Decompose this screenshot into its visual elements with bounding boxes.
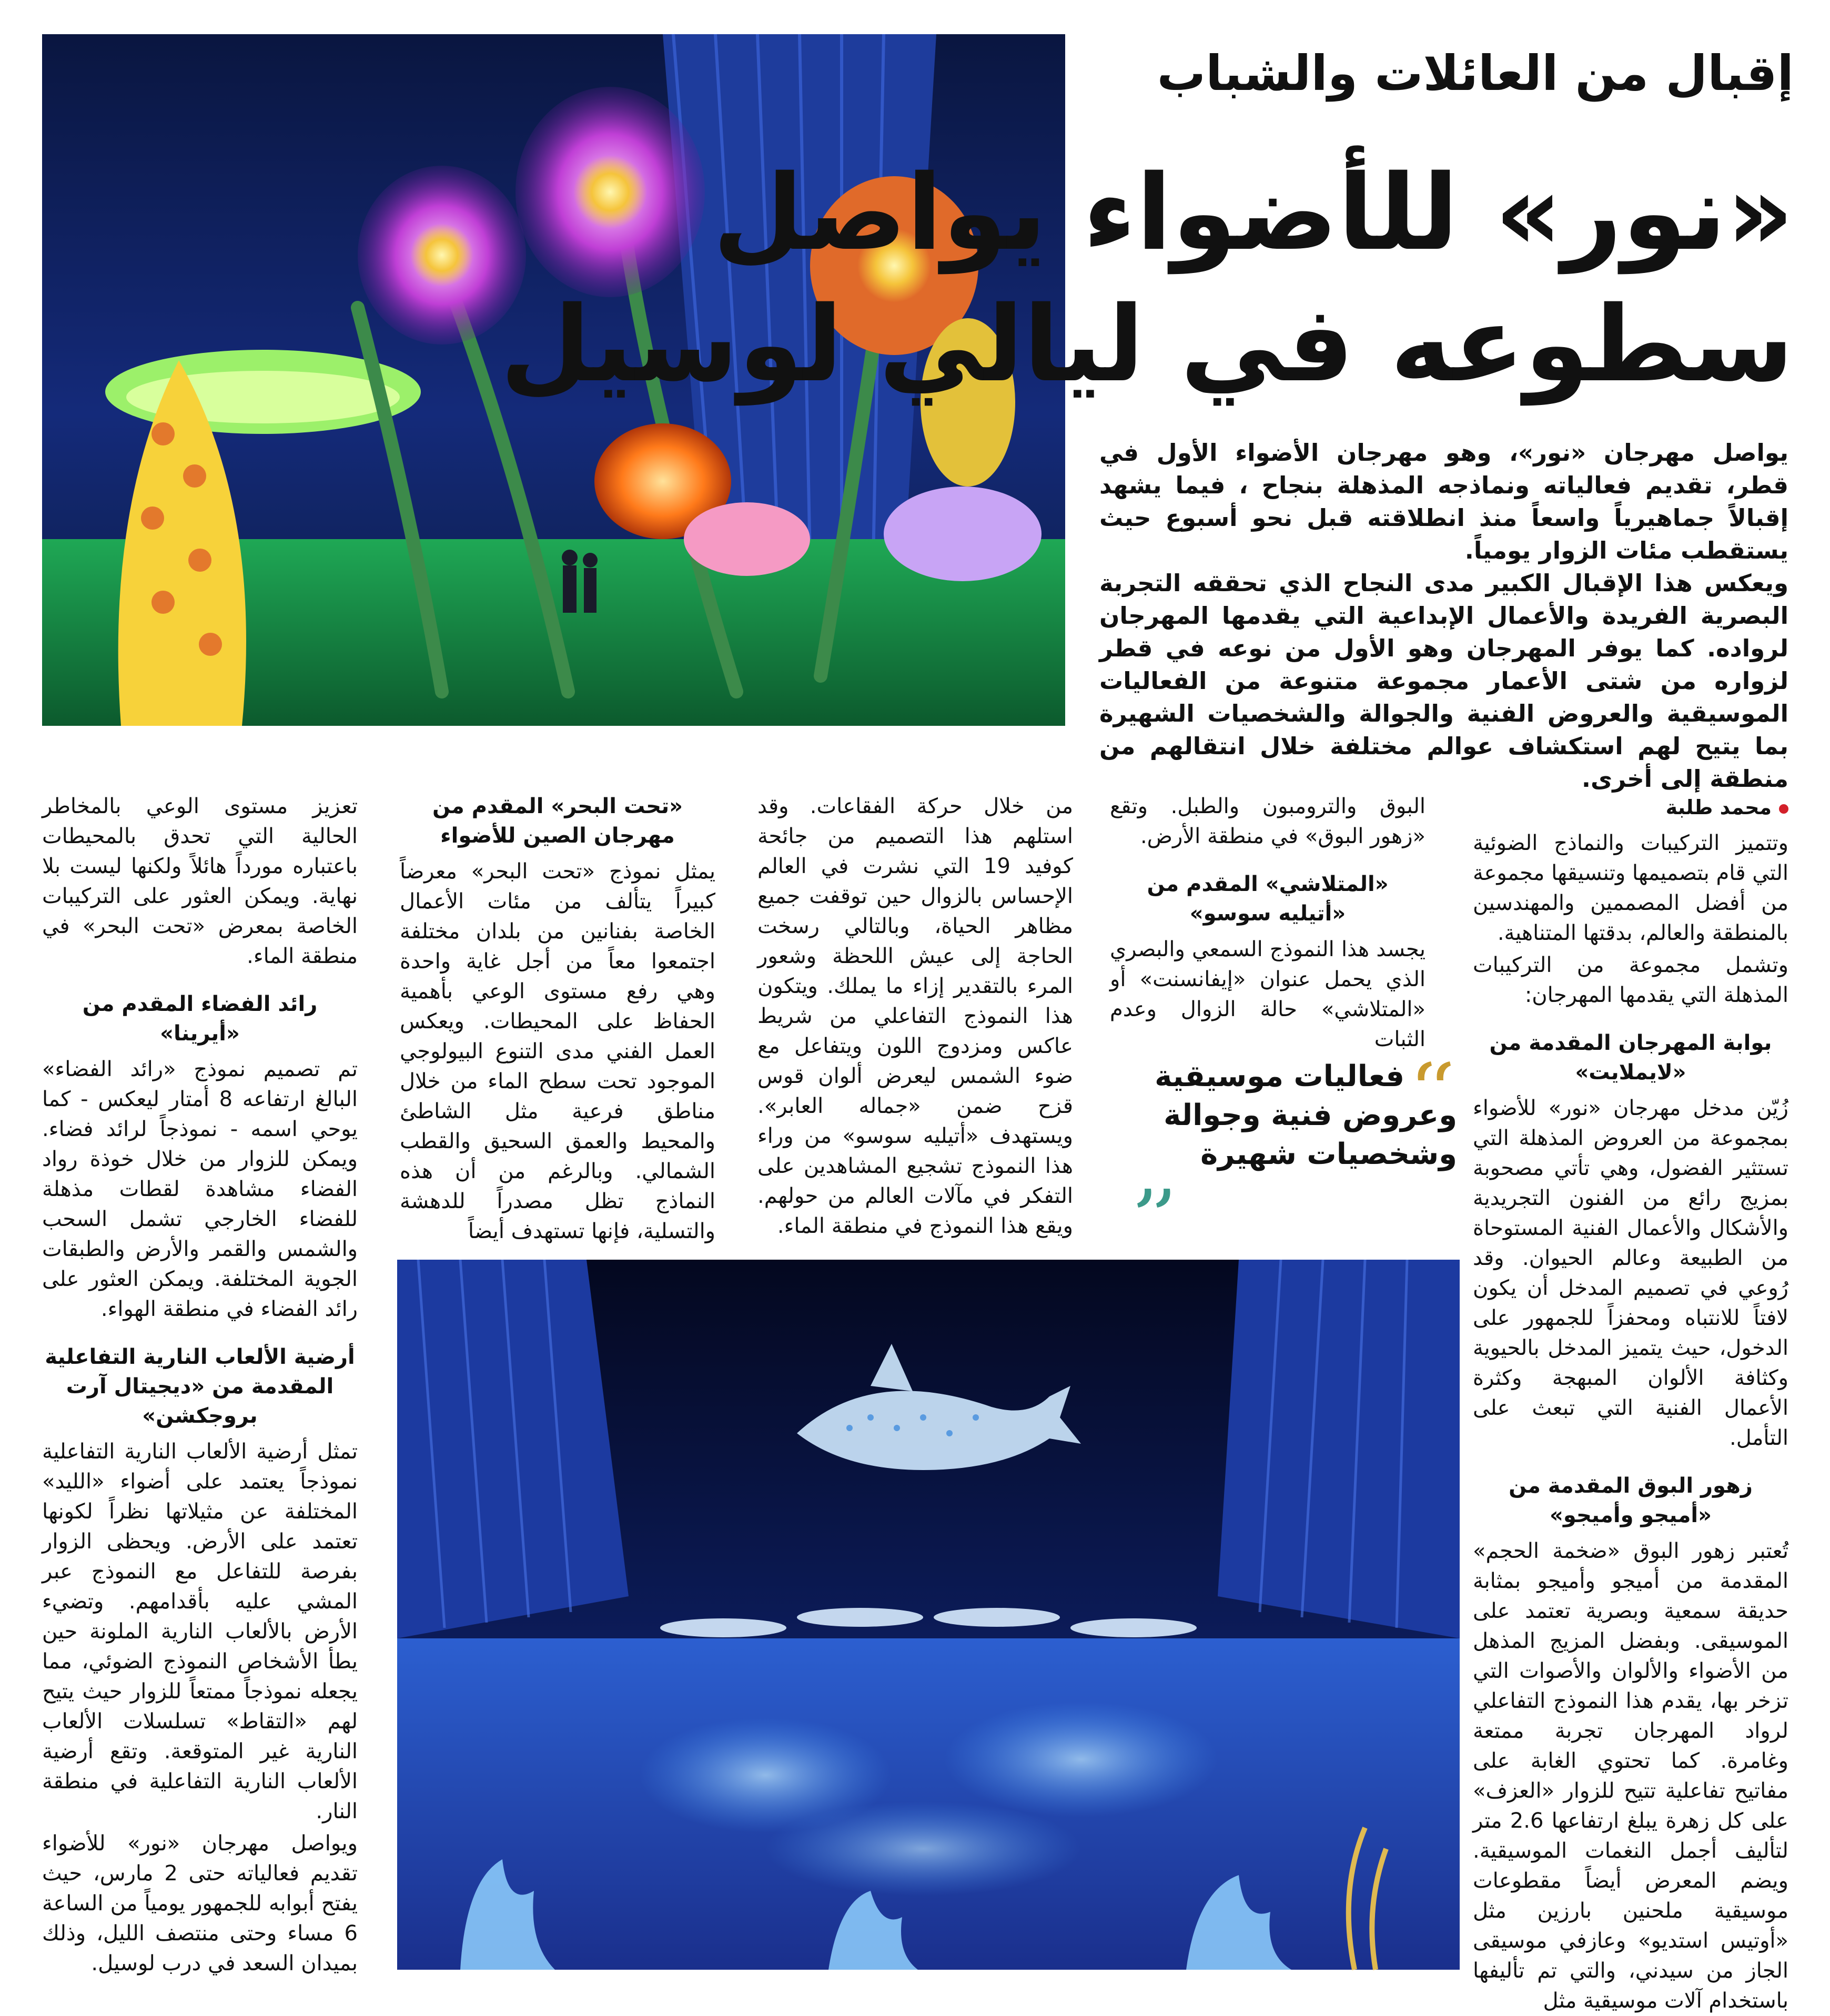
col1-paragraph-2: وتشمل مجموعة من التركيبات المذهلة التي يقدمها المهرجان: — [1473, 953, 1788, 1007]
col2-paragraph-1: البوق والترومبون والطبل. وتقع «زهور البوق» في منطقة الأرض. — [1110, 794, 1425, 848]
col1-paragraph-1: وتتميز التركيبات والنماذج الضوئية التي قام بتصميمها وتنسيقها مجموعة من أفضل المصممين والمهندسين بالمنطقة والعالم، بدقتها المتناهية. — [1473, 831, 1788, 945]
bottom-photo-whale-shark-plaza — [397, 1260, 1460, 1970]
column-3 — [757, 792, 1074, 1238]
pull-quote-line-1: فعاليات موسيقية — [1155, 1059, 1404, 1093]
article-headline — [500, 147, 1794, 410]
col1-subheading-2: زهور البوق المقدمة من «أميجو وأميجو» — [1509, 1474, 1753, 1527]
byline-dot-icon — [1779, 804, 1788, 814]
quote-close-icon — [1131, 1183, 1175, 1212]
col5-paragraph-4: ويواصل مهرجان «نور» للأضواء تقديم فعالياته حتى 2 مارس، حيث يفتح أبوابه للجمهور يومياً من الساعة 6 مساء وحتى منتصف الليل، وذلك بميدان السعد في درب لوسيل. — [42, 1831, 358, 1976]
col5-subheading-2: أرضية الألعاب النارية التفاعلية المقدمة من «ديجيتال آرت بروجكشن» — [45, 1345, 355, 1428]
col2-paragraph-2: يجسد هذا النموذج السمعي والبصري الذي يحمل عنوان «إيفانسنت» أو «المتلاشي» حالة الزوال وعدم الثبات — [1110, 937, 1425, 1051]
lead-paragraph-2: ويعكس هذا الإقبال الكبير مدى النجاح الذي تحققه التجربة البصرية الفريدة والأعمال الإبداعية التي يقدمها المهرجان لرواده. كما يوفر المهرجان وهو الأول من نوعه في قطر لزواره من شتى الأعمار مجموعة متنوعة من الفعاليات الموسيقية والعروض الفنية والجوالة والشخصيات الشهيرة بما يتيح لهم استكشاف عوالم مختلفة خلال انتقالهم من منطقة إلى أخرى. — [1099, 569, 1788, 793]
lead-paragraph-1: يواصل مهرجان «نور»، وهو مهرجان الأضواء الأول في قطر، تقديم فعالياته ونماذجه المذهلة بنجاح ، فيما يشهد إقبالاً جماهيرياً واسعاً منذ انطلاقته قبل نحو أسبوع حيث يستقطب مئات الزوار يومياً. — [1099, 439, 1788, 564]
col5-paragraph-3: تمثل أرضية الألعاب النارية التفاعلية نموذجاً يعتمد على أضواء «الليد» المختلفة عن مثيلاتها نظراً لكونها تعتمد على الأرض. ويحظى الزوار بفرصة للتفاعل مع النموذج عبر المشي عليه بأقدامهم. وتضيء الأرض بالألعاب النارية الملونة حين يطأ الأشخاص النموذج الضوئي، مما يجعله نموذجاً ممتعاً للزوار حيث يتيح لهم «التقاط» تسلسلات الألعاب النارية غير المتوقعة. وتقع أرضية الألعاب النارية التفاعلية في منطقة النار. — [42, 1440, 358, 1823]
col4-subheading-1: «تحت البحر» المقدم من مهرجان الصين للأضواء — [432, 794, 683, 848]
quote-open-icon — [1413, 1057, 1457, 1086]
col4-paragraph-1: يمثل نموذج «تحت البحر» معرضاً كبيراً يتألف من مئات الأعمال الخاصة بفنانين من بلدان مختلفة اجتمعوا معاً من أجل غاية واحدة وهي رفع مستوى الوعي بأهمية الحفاظ على المحيطات. ويعكس العمل الفني مدى التنوع البيولوجي الموجود تحت سطح الماء من خلال مناطق فرعية مثل الشاطئ والمحيط والعمق السحيق والقطب الشمالي. وبالرغم من أن هذه النماذج تظل مصدراً للدهشة والتسلية، فإنها تستهدف أيضاً — [400, 859, 715, 1243]
col3-paragraph-1: من خلال حركة الفقاعات. وقد استلهم هذا التصميم من جائحة كوفيد 19 التي نشرت في العالم الإحساس بالزوال حين توقفت جميع مظاهر الحياة، وبالتالي رسخت الحاجة إلى عيش اللحظة وشعور المرء بالتقدير إزاء ما يملك. ويتكون هذا النموذج التفاعلي من شريط عاكس ومزدوج اللون ويتفاعل مع ضوء الشمس ليعرض ألوان قوس قزح ضمن «جماله العابر». ويستهدف «أتيليه سوسو» من وراء هذا النموذج تشجيع المشاهدين على التفكر في مآلات العالم من حولهم. ويقع هذا النموذج في منطقة الماء. — [757, 794, 1074, 1238]
article-lead — [1099, 437, 1788, 793]
column-5 — [42, 792, 358, 1985]
col1-paragraph-4: تُعتبر زهور البوق «ضخمة الحجم» المقدمة من أميجو وأميجو بمثابة حديقة سمعية وبصرية تعتمد على الموسيقى. وبفضل المزيج المذهل من الأضواء والألوان والأصوات التي تزخر بها، يقدم هذا النموذج التفاعلي لرواد المهرجان تجربة ممتعة وغامرة. كما تحتوي الغابة على مفاتيح تفاعلية تتيح للزوار «العزف» على كل زهرة يبلغ ارتفاعها 2.6 متر لتأليف أجمل النغمات الموسيقية. ويضم المعرض أيضاً مقطوعات موسيقية ملحنين بارزين مثل «أوتيس استديو» وعازفي موسيقى الجاز من سيدني، والتي تم تأليفها باستخدام آلات موسيقية مثل — [1473, 1539, 1788, 2013]
column-1 — [1473, 828, 1788, 2013]
pull-quote-line-2: وعروض فنية وجوالة — [1164, 1098, 1457, 1132]
col5-subheading-1: رائد الفضاء المقدم من «أيرينا» — [82, 992, 318, 1046]
headline-line-2: سطوعه في ليالي لوسيل — [500, 283, 1794, 405]
column-2 — [1110, 792, 1425, 1051]
col1-subheading-1: بوابة المهرجان المقدمة من «لايملايت» — [1489, 1031, 1772, 1085]
article-kicker: إقبال من العائلات والشباب — [1157, 45, 1794, 102]
col1-paragraph-3: زُيّن مدخل مهرجان «نور» للأضواء بمجموعة من العروض المذهلة التي تستثير الفضول، وهي تأتي مصحوبة بمزيج رائع من الفنون التجريدية والأشكال والأعمال الفنية المستوحاة من الطبيعة وعالم الحيوان. وقد رُوعي في تصميم المدخل أن يكون لافتاً للانتباه ومحفزاً للجمهور على الدخول، حيث يتميز المدخل بالحيوية وكثافة الألوان المبهجة وكثرة الأعمال الفنية التي تبعث على التأمل. — [1473, 1096, 1788, 1450]
col2-subheading-1: «المتلاشي» المقدم من «أتيليه سوسو» — [1147, 872, 1389, 926]
column-4 — [400, 792, 715, 1243]
headline-line-1: «نور» للأضواء يواصل — [713, 152, 1794, 273]
byline — [1473, 792, 1788, 823]
byline-author: محمد طلبة — [1665, 796, 1772, 819]
col5-paragraph-1: تعزيز مستوى الوعي بالمخاطر الحالية التي تحدق بالمحيطات باعتباره مورداً هائلاً ولكنها ليست بلا نهاية. ويمكن العثور على التركيبات الخاصة بمعرض «تحت البحر» في منطقة الماء. — [42, 794, 358, 968]
pull-quote-line-3: وشخصيات شهيرة — [1200, 1137, 1457, 1171]
pull-quote — [1131, 1057, 1457, 1215]
col5-paragraph-2: تم تصميم نموذج «رائد الفضاء» البالغ ارتفاعه 8 أمتار ليعكس - كما يوحي اسمه - نموذجاً لرائد فضاء. ويمكن للزوار من خلال خوذة رواد الفضاء مشاهدة لقطات مذهلة للفضاء الخارجي تشمل السحب والشمس والقمر والأرض والطبقات الجوية المختلفة. ويمكن العثور على رائد الفضاء في منطقة الهواء. — [42, 1057, 358, 1321]
